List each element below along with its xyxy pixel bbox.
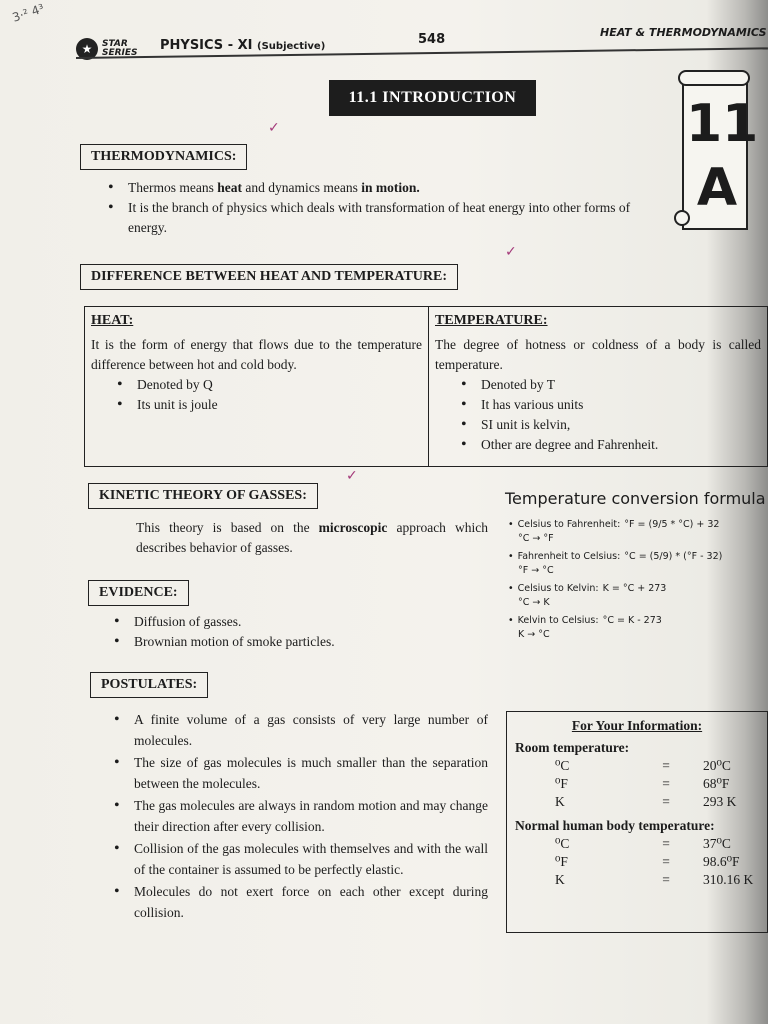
room-temperature-values: ⁰C = 20⁰C ⁰F = 68⁰F K = 293 K — [555, 758, 737, 809]
list-item: • The size of gas molecules is much smaller than the separation between the molecules. — [110, 753, 488, 794]
formula-title: Temperature conversion formula — [505, 489, 766, 508]
temperature-title: TEMPERATURE: — [435, 313, 548, 328]
list-item: • Other are degree and Fahrenheit. — [459, 435, 761, 455]
info-box — [506, 711, 768, 933]
scroll-icon — [678, 70, 750, 86]
chapter-running-title: HEAT & THERMODYNAMICS — [600, 26, 767, 39]
kinetic-theory-text: This theory is based on the microscopic approach which describes behavior of gasses. — [136, 520, 488, 555]
formula-item: • Celsius to Kelvin: K = °C + 273 — [508, 583, 667, 594]
room-temperature-label: Room temperature: — [515, 740, 630, 755]
chapter-letter: A — [696, 158, 738, 218]
kinetic-theory-heading: KINETIC THEORY OF GASSES: — [88, 483, 318, 509]
chapter-badge — [674, 68, 759, 236]
postulates-list — [110, 710, 488, 925]
chapter-number: 11 — [686, 94, 759, 154]
body-temperature-label: Normal human body temperature: — [515, 818, 715, 833]
conversion-arrow: °C → °F — [518, 533, 554, 544]
check-mark-icon: ✓ — [505, 244, 517, 260]
book-title: PHYSICS - XI (Subjective) — [160, 38, 326, 53]
formula-item: • Fahrenheit to Celsius: °C = (5/9) * (°F - 32) — [508, 551, 723, 562]
thermodynamics-list — [104, 178, 644, 238]
section-title: 11.1 INTRODUCTION — [329, 80, 536, 116]
star-icon: ★ — [76, 38, 98, 60]
list-item: • Diffusion of gasses. — [110, 612, 470, 632]
body-temperature-values: ⁰C = 37⁰C ⁰F = 98.6⁰F K = 310.16 K — [555, 836, 754, 887]
formula-item: • Celsius to Fahrenheit: °F = (9/5 * °C) + 32 — [508, 519, 720, 530]
heat-vs-temperature-table — [84, 306, 768, 467]
logo-line-1: STAR — [102, 39, 128, 49]
formula-item: • Kelvin to Celsius: °C = K - 273 — [508, 615, 662, 626]
list-item: • Denoted by T — [459, 375, 761, 395]
heat-column — [85, 307, 429, 466]
list-item: • Brownian motion of smoke particles. — [110, 632, 470, 652]
list-item: • It has various units — [459, 395, 761, 415]
formula-list — [508, 518, 764, 646]
list-item: • Thermos means heat and dynamics means in motion. — [104, 178, 644, 198]
difference-heading: DIFFERENCE BETWEEN HEAT AND TEMPERATURE: — [80, 264, 458, 290]
page-number: 548 — [418, 32, 446, 47]
conversion-arrow: °C → K — [518, 597, 550, 608]
conversion-arrow: °F → °C — [518, 565, 554, 576]
list-item: • The gas molecules are always in random motion and may change their direction after every collision. — [110, 796, 488, 837]
temperature-column — [429, 307, 767, 466]
heat-title: HEAT: — [91, 313, 134, 328]
conversion-arrow: K → °C — [518, 629, 550, 640]
evidence-heading: EVIDENCE: — [88, 580, 189, 606]
postulates-heading: POSTULATES: — [90, 672, 208, 698]
evidence-list — [110, 612, 470, 652]
book-subtitle: (Subjective) — [257, 41, 326, 52]
list-item: • Its unit is joule — [115, 395, 422, 415]
info-box-title: For Your Information: — [571, 718, 703, 733]
heat-definition: It is the form of energy that flows due to the temperature difference between hot and cold body. — [91, 337, 422, 372]
check-mark-icon: ✓ — [346, 468, 358, 484]
check-mark-icon: ✓ — [268, 120, 280, 136]
pencil-scribble: 3·² 4³ — [10, 1, 46, 25]
list-item: • Collision of the gas molecules with themselves and with the wall of the container is assumed to be perfectly elastic. — [110, 839, 488, 880]
list-item: • It is the branch of physics which deals with transformation of heat energy into other forms of energy. — [104, 198, 644, 238]
list-item: • SI unit is kelvin, — [459, 415, 761, 435]
list-item: • Denoted by Q — [115, 375, 422, 395]
logo-line-2: SERIES — [102, 48, 138, 58]
list-item: • A finite volume of a gas consists of very large number of molecules. — [110, 710, 488, 751]
list-item: • Molecules do not exert force on each other except during collision. — [110, 882, 488, 923]
temperature-definition: The degree of hotness or coldness of a body is called temperature. — [435, 337, 761, 372]
thermodynamics-heading: THERMODYNAMICS: — [80, 144, 247, 170]
